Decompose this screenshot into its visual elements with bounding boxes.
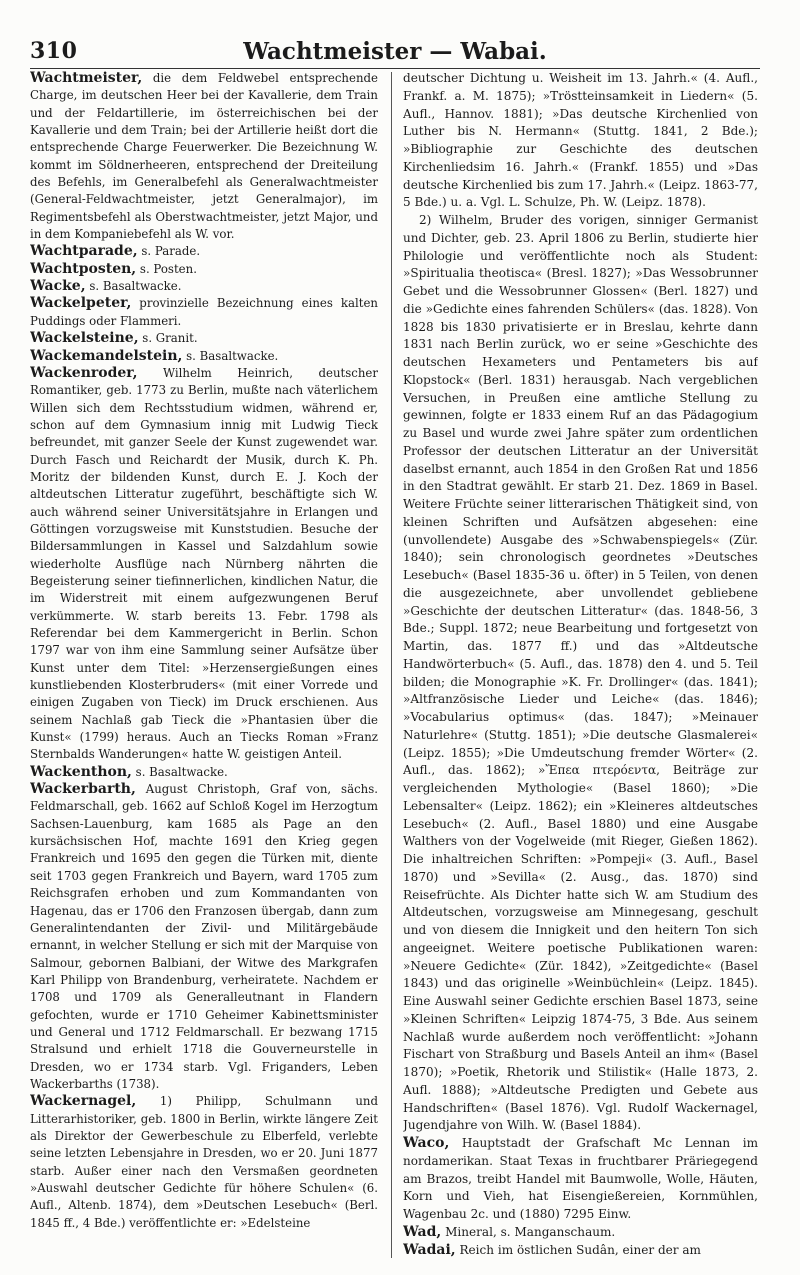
entry-body: 1) Philipp, Schulmann und Litterarhistoriker, geb. 1800 in Berlin, wirkte längere Zeit als Direktor der Gewerbeschule zu Elberfeld, verlebte seine letzten Lebensjahre in Dresden, wo er 20. Juni 1877 starb. Außer einer nach den Versmaßen geordneten »Auswahl deutscher Gedichte für höhere Schulen« (6. Aufl., Altenb. 1874), dem »Deutschen Lesebuch« (Berl. 1845 ff., 4 Bde.) veröffentlichte er: »Edelsteine: [30, 1094, 378, 1230]
entry-lemma: Wackenthon,: [30, 763, 132, 780]
entry-body: Hauptstadt der Grafschaft Mc Lennan im nordamerikan. Staat Texas in fruchtbarer Präriegegend am Brazos, treibt Handel mit Baumwolle, Wolle, Häuten, Korn und Vieh, hat Eisengießereien, Kornmühlen, Wagenbau 2c. und (1880) 7295 Einw.: [403, 1136, 758, 1221]
entry-lemma: Wackelpeter,: [30, 295, 132, 312]
dictionary-entry: [30, 781, 378, 1093]
entry-body: Reich im östlichen Sudân, einer der am: [455, 1242, 701, 1257]
dictionary-entry: [403, 1224, 758, 1242]
entry-body: Mineral, s. Manganschaum.: [441, 1224, 616, 1239]
right-column: [403, 70, 758, 1260]
page-header: [30, 38, 760, 72]
dictionary-entry: [403, 1135, 758, 1224]
dictionary-entry: [30, 764, 378, 781]
entry-body: August Christoph, Graf von, sächs. Feldmarschall, geb. 1662 auf Schloß Kogel im Herzogtum Sachsen-Lauenburg, kam 1685 als Page an den kursächsischen Hof, machte 1691 den Krieg gegen Frankreich und 1695 den gegen die Türken mit, diente seit 1703 gegen Frankreich und Bayern, ward 1705 zum Reichsgrafen erhoben und zum Kommandanten von Hagenau, das er 1706 den Franzosen übergab, dann zum Generalintendanten der Zivil- und Militärgebäude ernannt, in welcher Stellung er sich mit der Marquise von Salmour, gebornen Balbiani, der Witwe des Markgrafen Karl Philipp von Brandenburg, verheiratete. Nachdem er 1708 und 1709 als Generalleutnant in Flandern gefochten, wurde er 1710 Geheimer Kabinettsminister und General und 1712 Feldmarschall. Er bezwang 1715 Stralsund und erhielt 1718 die Gouverneurstelle in Dresden, wo er 1734 starb. Vgl. Friganders, Leben Wackerbarths (1738).: [30, 782, 378, 1091]
entry-body: s. Basaltwacke.: [182, 348, 279, 363]
header-rule: [30, 68, 760, 69]
dictionary-entry: [30, 261, 378, 278]
entry-body: deutscher Dichtung u. Weisheit im 13. Jahrh.« (4. Aufl., Frankf. a. M. 1875); »Tröstteinsamkeit in Liedern« (5. Aufl., Hannov. 1881); »Das deutsche Kirchenlied von Luther bis N. Hermann« (Stuttg. 1841, 2 Bde.); »Bibliographie zur Geschichte des deutschen Kirchenliedsim 16. Jahrh.« (Frankf. 1855) und »Das deutsche Kirchenlied bis zum 17. Jahrh.« (Leipz. 1863-77, 5 Bde.) u. a. Vgl. L. Schulze, Ph. W. (Leipz. 1878).: [403, 71, 758, 210]
entry-body: provinzielle Bezeichnung eines kalten Puddings oder Flammeri.: [30, 296, 378, 328]
dictionary-entry: [30, 1093, 378, 1232]
entry-body: Wilhelm Heinrich, deutscher Romantiker, geb. 1773 zu Berlin, mußte nach väterlichem Willen sich dem Rechtsstudium widmen, während er, schon auf dem Gymnasium innig mit Ludwig Tieck befreundet, mit ganzer Seele der Kunst zugewendet war. Durch Fasch und Reichardt der Musik, durch K. Ph. Moritz der bildenden Kunst, durch E. J. Koch der altdeutschen Litteratur zugeführt, beschäftigte sich W. auch während seiner Universitätsjahre in Erlangen und Göttingen vorzugsweise mit Kunststudien. Besuche der Bildersammlungen in Kassel und Salzdahlum sowie wiederholte Ausflüge nach Nürnberg nährten die Begeisterung seiner tiefinnerlichen, kindlichen Natur, die im Widerstreit mit einem aufgezwungenen Beruf verkümmerte. W. starb bereits 13. Febr. 1798 als Referendar bei dem Kammergericht in Berlin. Schon 1797 war von ihm eine Sammlung seiner Aufsätze über Kunst unter dem Titel: »Herzensergießungen eines kunstliebenden Klosterbruders« (mit einer Vorrede und einigen Zugaben von Tieck) im Druck erschienen. Aus seinem Nachlaß gab Tieck die »Phantasien über die Kunst« (1799) heraus. Auch an Tiecks Roman »Franz Sternbalds Wanderungen« hatte W. geistigen Anteil.: [30, 365, 378, 762]
entry-body: die dem Feldwebel entsprechende Charge, im deutschen Heer bei der Kavallerie, dem Train und der Feldartillerie, im österreichischen bei der Kavallerie und dem Train; bei der Artillerie heißt dort die entsprechende Charge Feuerwerker. Die Bezeichnung W. kommt im Söldnerheeren, entsprechend der Dreiteilung des Befehls, im Generalbefehl als Generalwachtmeister (General-Feldwachtmeister, jetzt Generalmajor), im Regimentsbefehl als Oberstwachtmeister, jetzt Major, und in dem Kompaniebefehl als W. vor.: [30, 71, 378, 242]
entry-body: s. Parade.: [137, 244, 201, 259]
entry-body: s. Granit.: [138, 331, 198, 346]
entry-lemma: Wachtparade,: [30, 243, 138, 260]
dictionary-entry: [30, 70, 378, 243]
entry-body: s. Basaltwacke.: [131, 764, 228, 779]
entry-lemma: Wackerbarth,: [30, 781, 136, 798]
entry-lemma: Wadai,: [403, 1241, 456, 1258]
column-divider: [391, 72, 392, 1258]
entry-body: s. Basaltwacke.: [85, 279, 182, 294]
entry-lemma: Wacke,: [30, 278, 86, 295]
left-column: [30, 70, 378, 1260]
dictionary-entry: [403, 212, 758, 1135]
entry-lemma: Waco,: [403, 1135, 450, 1151]
entry-lemma: Wachtposten,: [30, 260, 137, 277]
dictionary-entry: [30, 295, 378, 330]
entry-body: s. Posten.: [136, 261, 197, 276]
dictionary-entry: [403, 70, 758, 212]
entry-lemma: Wackelsteine,: [30, 330, 139, 347]
dictionary-entry: [30, 278, 378, 295]
dictionary-entry: [30, 330, 378, 347]
entry-lemma: Wackernagel,: [30, 1093, 137, 1110]
dictionary-entry: [403, 1242, 758, 1260]
dictionary-entry: [30, 365, 378, 764]
dictionary-entry: [30, 243, 378, 260]
entry-lemma: Wachtmeister,: [30, 70, 143, 86]
running-title: Wachtmeister — Wabai.: [243, 38, 547, 65]
entry-lemma: Wackemandelstein,: [30, 347, 183, 364]
entry-lemma: Wad,: [403, 1223, 442, 1240]
entry-body: 2) Wilhelm, Bruder des vorigen, sinniger Germanist und Dichter, geb. 23. April 1806 zu Berlin, studierte hier Philologie und veröffentlichte noch als Student: »Spiritualia theotisca« (Bresl. 1827); »Das Wessobrunner Gebet und die Wessobrunner Glossen« (Berl. 1827) und die »Gedichte eines fahrenden Schülers« (das. 1828). Von 1828 bis 1830 privatisierte er in Breslau, kehrte dann 1831 nach Berlin zurück, wo er seine »Geschichte des deutschen Hexameters und Pentameters bis auf Klopstock« (Berl. 1831) herausgab. Nach vergeblichen Versuchen, in Preußen eine amtliche Stellung zu gewinnen, folgte er 1833 einem Ruf an das Pädagogium zu Basel und wurde zwei Jahre später zum ordentlichen Professor der deutschen Litteratur an der Universität daselbst ernannt, auch 1854 in den Großen Rat und 1856 in den Stadtrat gewählt. Er starb 21. Dez. 1869 in Basel. Weitere Früchte seiner litterarischen Thätigkeit sind, von kleinen Schriften und Aufsätzen abgesehen: eine (unvollendete) Ausgabe des »Schwabenspiegels« (Zür. 1840); sein chronologisch geordnetes »Deutsches Lesebuch« (Basel 1835-36 u. öfter) in 5 Teilen, von denen die ausgezeichnete, aber unvollendet gebliebene »Geschichte der deutschen Litteratur« (das. 1848-56, 3 Bde.; Suppl. 1872; neue Bearbeitung und fortgesetzt von Martin, das. 1877 ff.) und das »Altdeutsche Handwörterbuch« (5. Aufl., das. 1878) den 4. und 5. Teil bilden; die Monographie »K. Fr. Drollinger« (das. 1841); »Altfranzösische Lieder und Leiche« (das. 1846); »Vocabularius optimus« (das. 1847); »Meinauer Naturlehre« (Stuttg. 1851); »Die deutsche Glasmalerei« (Leipz. 1855); »Die Umdeutschung fremder Wörter« (2. Aufl., das. 1862); »Ἔπεα πτερόεντα, Beiträge zur vergleichenden Mythologie« (Basel 1860); »Die Lebensalter« (Leipz. 1862); ein »Kleineres altdeutsches Lesebuch« (2. Aufl., Basel 1880) und eine Ausgabe Walthers von der Vogelweide (mit Rieger, Gießen 1862). Die inhaltreichen Schriften: »Pompeji« (3. Aufl., Basel 1870) und »Sevilla« (2. Ausg., das. 1870) sind Reisefrüchte. Als Dichter hatte sich W. am Studium des Altdeutschen, vorzugsweise am Minnegesang, geschult und von diesem die Innigkeit und den heitern Ton sich angeeignet. Weitere poetische Publikationen waren: »Neuere Gedichte« (Zür. 1842), »Zeitgedichte« (Basel 1843) und das originelle »Weinbüchlein« (Leipz. 1845). Eine Auswahl seiner Gedichte erschien Basel 1873, seine »Kleinen Schriften« Leipzig 1874-75, 3 Bde. Aus seinem Nachlaß wurde außerdem noch veröffentlicht: »Johann Fischart von Straßburg und Basels Anteil an ihm« (Basel 1870); »Poetik, Rhetorik und Stilistik« (Halle 1873, 2. Aufl. 1888); »Altdeutsche Predigten und Gebete aus Handschriften« (Basel 1876). Vgl. Rudolf Wackernagel, Jugendjahre von Wilh. W. (Basel 1884).: [403, 213, 758, 1133]
entry-lemma: Wackenroder,: [30, 364, 138, 381]
page-number: 310: [30, 38, 78, 64]
dictionary-entry: [30, 348, 378, 365]
